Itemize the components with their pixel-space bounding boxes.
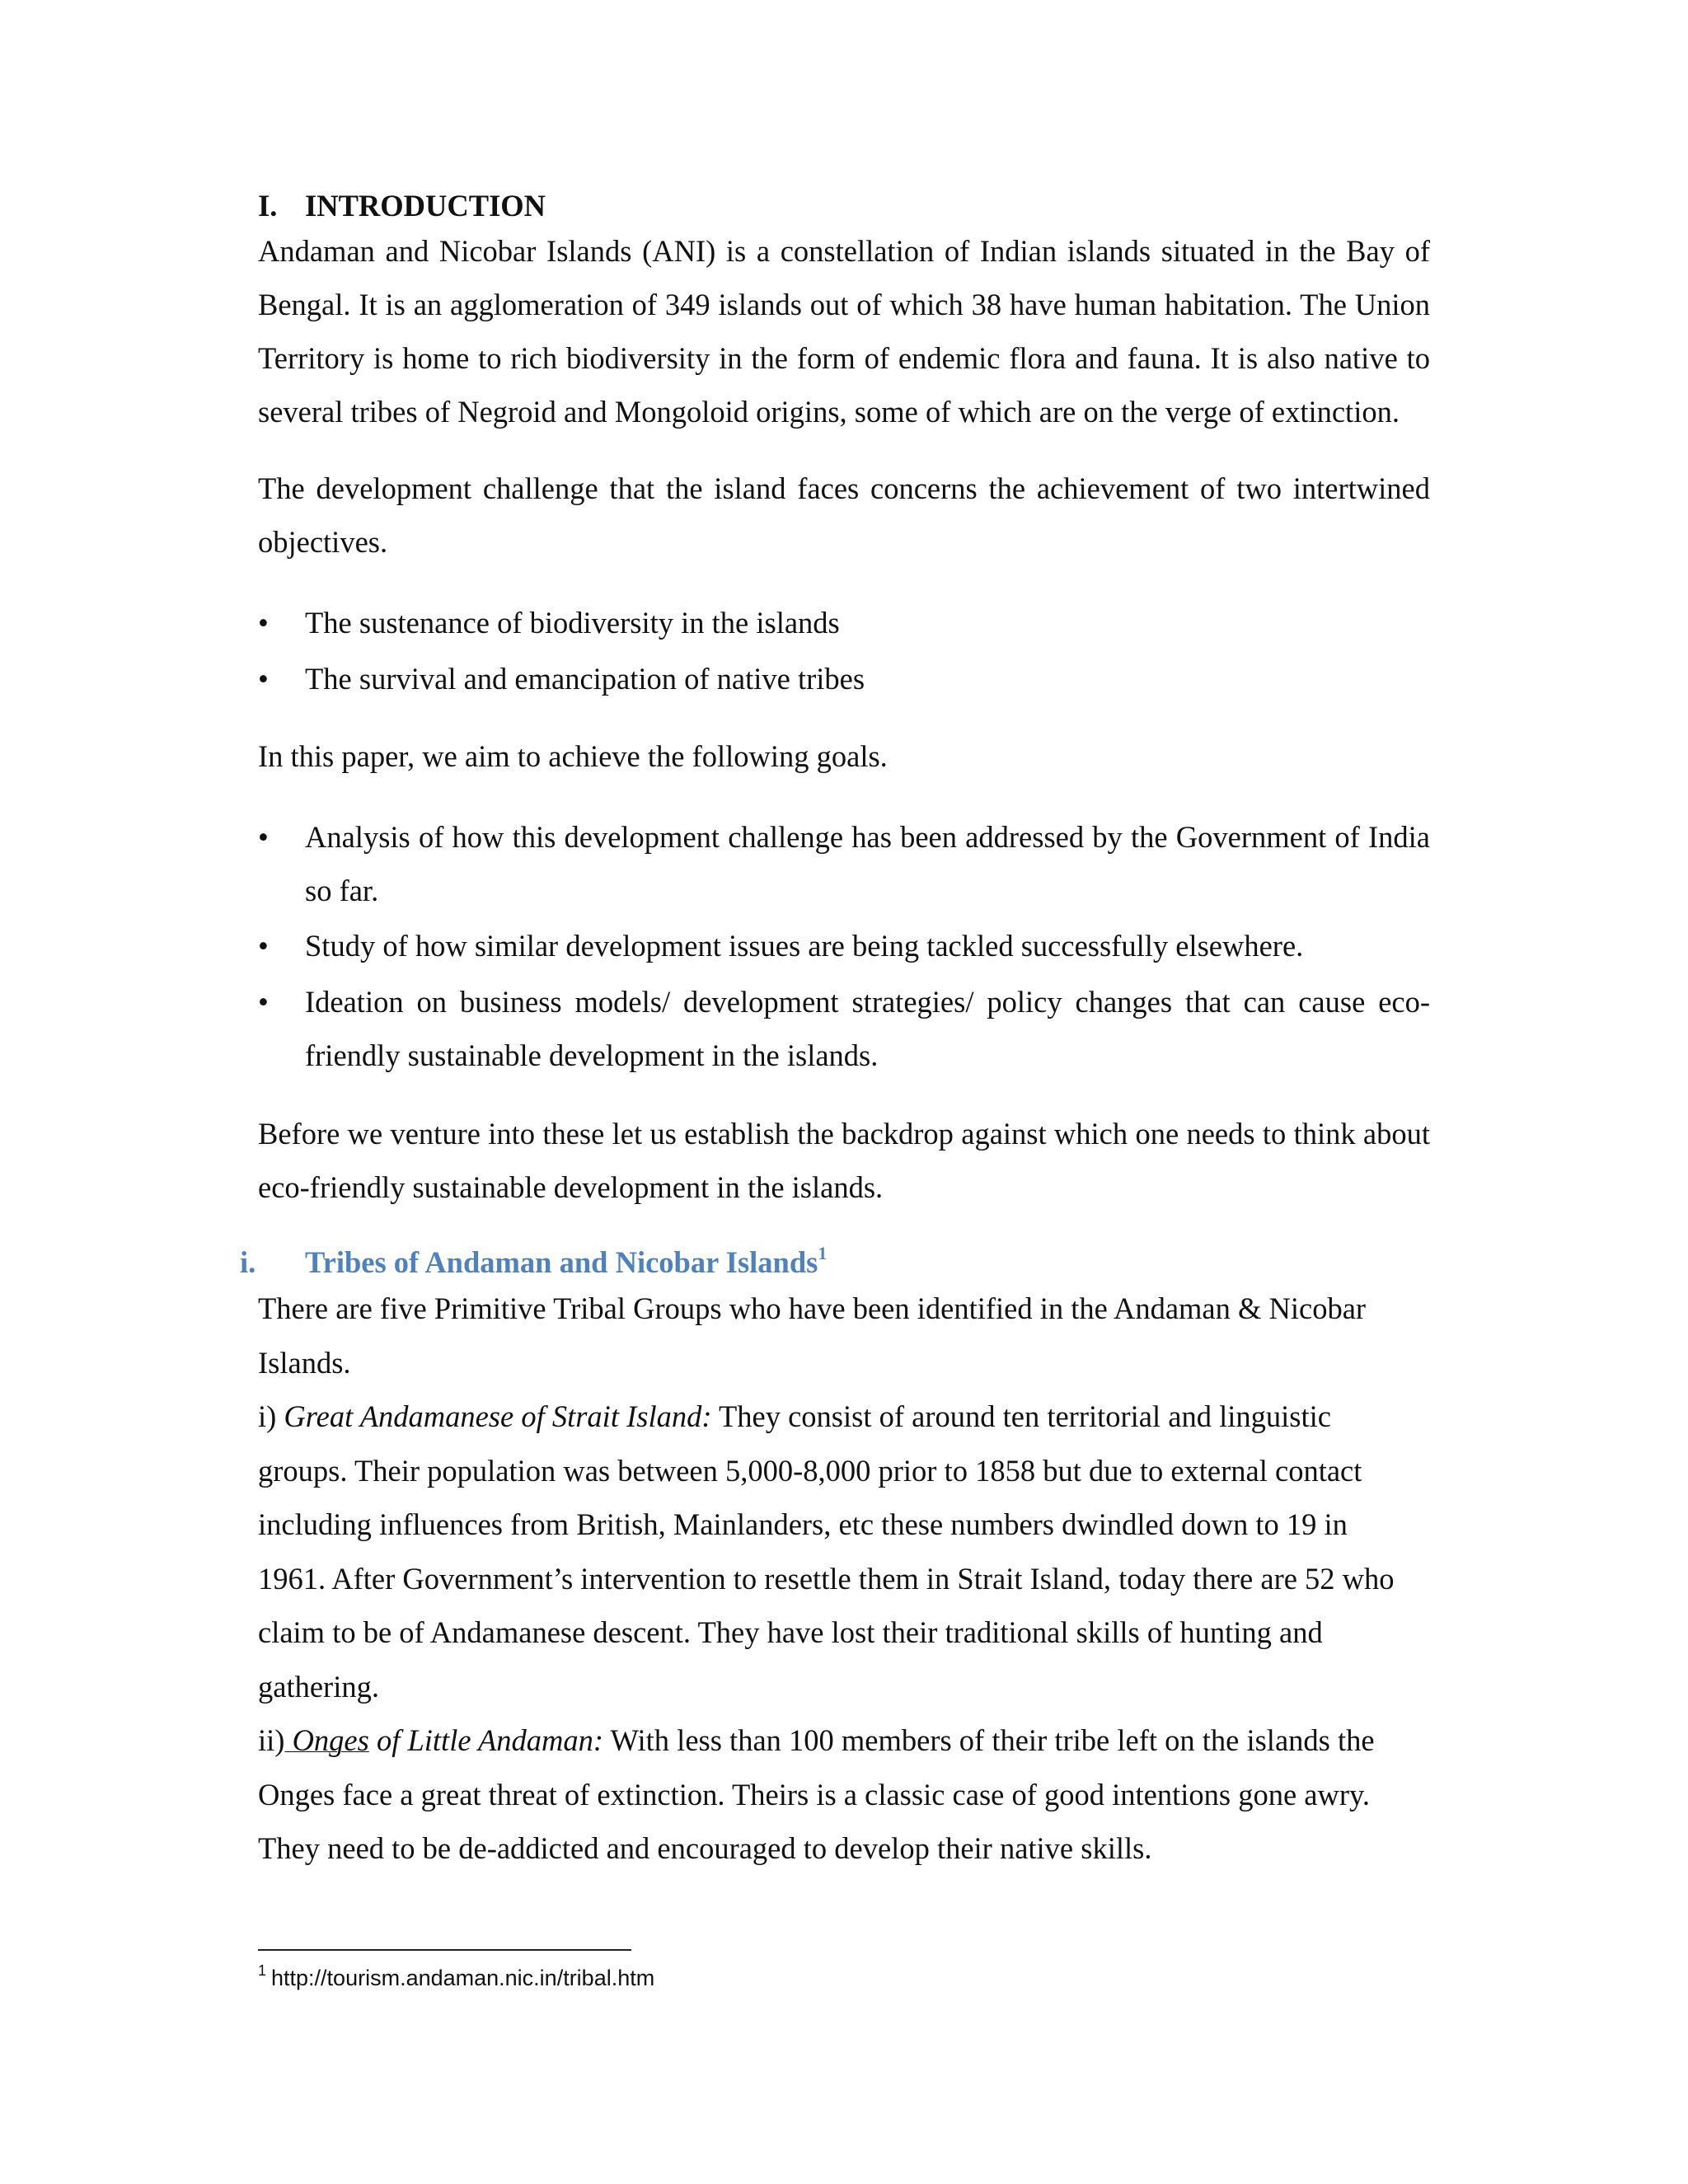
list-item	[258, 595, 1430, 651]
subsection-heading	[240, 1240, 1430, 1285]
tribe-description: They consist of around ten territorial and linguistic groups. Their population was between 5,000-8,000 prior to 1858 but due to external contact including influences from British, Mainlanders, etc these numbers dwindled down to 19 in 1961. After Government’s intervention to resettle them in Strait Island, today there are 52 who claim to be of Andamanese descent. They have lost their traditional skills of hunting and gathering.	[258, 1399, 1395, 1704]
subsection-number: i.	[240, 1245, 256, 1279]
section-number: I.	[258, 189, 278, 223]
list-item	[258, 651, 1430, 707]
goals-list	[258, 810, 1430, 1082]
tribe-prefix: ii)	[258, 1723, 285, 1757]
footnote-link-text: http://tourism.andaman.nic.in/tribal.htm	[271, 1966, 655, 1990]
goal-text: Ideation on business models/ development strategies/ policy changes that can cause eco-friendly sustainable development in the islands.	[305, 985, 1430, 1072]
intro-paragraph: Andaman and Nicobar Islands (ANI) is a constellation of Indian islands situated in the Bay of Bengal. It is an agglomeration of 349 islands out of which 38 have human habitation. The Union Territory is home to rich biodiversity in the form of endemic flora and fauna. It is also native to several tribes of Negroid and Mongoloid origins, some of which are on the verge of extinction.	[258, 234, 1430, 429]
goal-text: Analysis of how this development challenge has been addressed by the Government of India so far.	[305, 820, 1430, 907]
footnote-separator	[258, 1949, 631, 1951]
bullet-icon: •	[258, 985, 269, 1019]
bullet-icon: •	[258, 606, 269, 640]
challenge-paragraph: The development challenge that the island faces concerns the achievement of two intertwined objectives.	[258, 471, 1430, 559]
footnote-marker: 1	[258, 1962, 267, 1979]
tribe-name-first: Onges	[284, 1723, 369, 1757]
tribe-prefix: i)	[258, 1399, 284, 1433]
objectives-list	[258, 595, 1430, 707]
goals-intro: In this paper, we aim to achieve the following goals.	[258, 739, 888, 773]
footnote	[258, 1961, 654, 1994]
footnote-reference: 1	[818, 1243, 828, 1263]
tribes-intro: There are five Primitive Tribal Groups who have been identified in the Andaman & Nicobar Islands.	[258, 1291, 1367, 1380]
tribes-section	[258, 1282, 1412, 1876]
objective-text: The sustenance of biodiversity in the islands	[305, 606, 840, 640]
objective-text: The survival and emancipation of native tribes	[305, 662, 865, 696]
subsection-title: Tribes of Andaman and Nicobar Islands	[305, 1245, 818, 1279]
list-item	[258, 810, 1430, 917]
section-title: INTRODUCTION	[305, 189, 546, 223]
tribe-name: Great Andamanese of Strait Island:	[284, 1399, 712, 1433]
bullet-icon: •	[258, 662, 269, 696]
backdrop-paragraph: Before we venture into these let us establish the backdrop against which one needs to think about eco-friendly sustainable development in the islands.	[258, 1117, 1430, 1204]
list-item	[258, 975, 1430, 1082]
tribe-onges	[258, 1713, 1412, 1876]
list-item	[258, 919, 1430, 972]
tribe-name-rest: of Little Andaman:	[368, 1723, 604, 1757]
tribe-great-andamanese	[258, 1390, 1412, 1713]
bullet-icon: •	[258, 820, 269, 854]
page-content	[240, 183, 1430, 1876]
section-heading	[258, 183, 1430, 229]
tribe-description: With less than 100 members of their tribe left on the islands the Onges face a great threat of extinction. Theirs is a classic case of good intentions gone awry. They need to be de-addicted and encouraged to develop their native skills.	[258, 1723, 1375, 1865]
goal-text: Study of how similar development issues are being tackled successfully elsewhere.	[305, 929, 1304, 963]
bullet-icon: •	[258, 929, 269, 963]
